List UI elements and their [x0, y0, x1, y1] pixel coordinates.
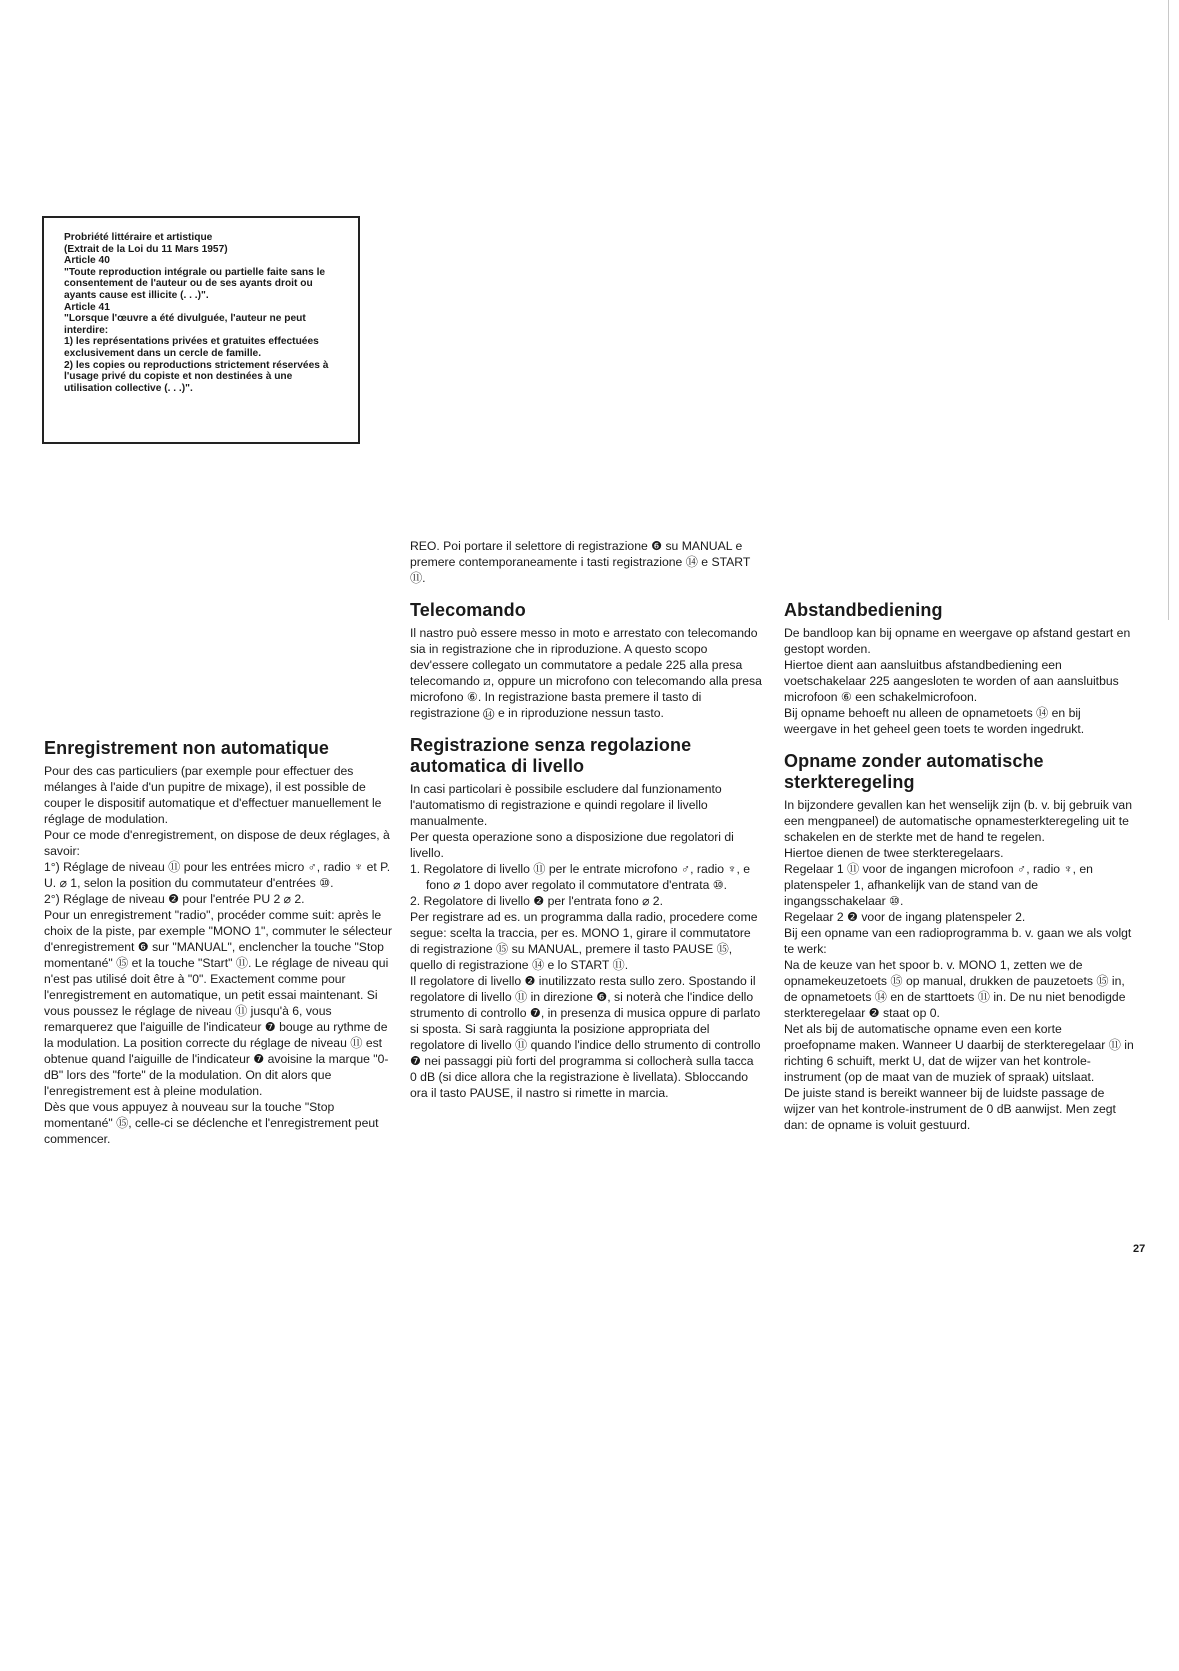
legal-title: Probriété littéraire et artistique	[64, 232, 213, 243]
italian-regulator-list	[410, 861, 762, 909]
article-40-heading: Article 40	[64, 255, 110, 267]
legal-notice-box	[42, 216, 360, 444]
dutch-paragraph: De juiste stand is bereikt wanneer bij de luidste passage de wijzer van het kontrole-instrument de 0 dB aanwijst. Men zegt dan: de opname is voluit gestuurd.	[784, 1086, 1116, 1132]
french-heading: Enregistrement non automatique	[44, 738, 330, 758]
french-column	[44, 738, 394, 1147]
italian-intro: REO. Poi portare il selettore di registrazione ❻ su MANUAL e premere contemporaneamente i tasti registrazione ⑭ e START ⑪.	[410, 539, 751, 585]
telecomando-heading: Telecomando	[410, 600, 526, 620]
french-paragraph: 2°) Réglage de niveau ❷ pour l'entrée PU 2 ⌀ 2.	[44, 892, 305, 906]
article-41-heading: Article 41	[64, 301, 110, 313]
french-paragraph: Pour des cas particuliers (par exemple pour effectuer des mélanges à l'aide d'un pupitre de mixage), il est possible de couper le dispositif automatique et d'effectuer manuellement le réglage de modulation.	[44, 764, 382, 826]
french-paragraph: Pour ce mode d'enregistrement, on dispose de deux réglages, à savoir:	[44, 828, 390, 858]
dutch-paragraph: Bij een opname van een radioprogramma b. v. gaan we als volgt te werk:	[784, 926, 1132, 956]
dutch-paragraph: Net als bij de automatische opname even een korte proefopname maken. Wanneer U daarbij de sterkteregelaar ⑪ in richting 6 schuift, merkt U, dat de wijzer van het kontrole-instrument (op de maat van de muziek of spraak) uitslaat.	[784, 1022, 1134, 1084]
dutch-paragraph: Regelaar 1 ⑪ voor de ingangen microfoon ♂, radio ♆, en platenspeler 1, afhankelijk van de stand van de ingangsschakelaar ⑩.	[784, 862, 1093, 908]
article-41-intro: "Lorsque l'œuvre a été divulguée, l'auteur ne peut interdire:	[64, 313, 306, 336]
list-item: 2. Regolatore di livello ❷ per l'entrata fono ⌀ 2.	[410, 894, 663, 908]
dutch-paragraph: Regelaar 2 ❷ voor de ingang platenspeler 2.	[784, 910, 1026, 924]
abstandbediening-heading: Abstandbediening	[784, 600, 943, 620]
dutch-paragraph: Hiertoe dient aan aansluitbus afstandbediening een voetschakelaar 225 aangesloten te worden of aan aansluitbus microfoon ⑥ een schakelmicrofoon.	[784, 658, 1119, 704]
opname-heading: Opname zonder automatische sterkteregeling	[784, 751, 1044, 792]
page-number: 27	[1133, 1243, 1146, 1255]
italian-column	[410, 538, 762, 1101]
dutch-column	[784, 600, 1134, 1133]
scan-edge-mark	[1168, 0, 1169, 620]
dutch-paragraph: In bijzondere gevallen kan het wenselijk zijn (b. v. bij gebruik van een mengpaneel) de automatische opnamesterkteregeling uit te schakelen en de sterkte met de hand te regelen.	[784, 798, 1132, 844]
dutch-paragraph: Bij opname behoeft nu alleen de opnametoets ⑭ en bij weergave in het geheel geen toets te worden ingedrukt.	[784, 706, 1085, 736]
registrazione-heading: Registrazione senza regolazione automatica di livello	[410, 735, 692, 776]
article-40-text: "Toute reproduction intégrale ou partielle faite sans le consentement de l'auteur ou de ses ayants droit ou ayants cause est illicite (. . .)".	[64, 266, 326, 301]
telecomando-text: Il nastro può essere messo in moto e arrestato con telecomando sia in registrazione che in riproduzione. A questo scopo dev'essere collegato un commutatore a pedale 225 alla presa telecomando ⧄, oppure un microfono con telecomando alla presa microfono ⑥. In registrazione basta premere il tasto di registrazione ⑭ e in riproduzione nessun tasto.	[410, 626, 762, 720]
dutch-paragraph: De bandloop kan bij opname en weergave op afstand gestart en gestopt worden.	[784, 626, 1131, 656]
dutch-paragraph: Hiertoe dienen de twee sterkteregelaars.	[784, 846, 1004, 860]
italian-paragraph: Per registrare ad es. un programma dalla radio, procedere come segue: scelta la traccia, per es. MONO 1, girare il commutatore di registrazione ⑮ su MANUAL, premere il tasto PAUSE ⑮, quello di registrazione ⑭ e lo START ⑪.	[410, 910, 758, 972]
italian-paragraph: Per questa operazione sono a disposizione due regolatori di livello.	[410, 830, 734, 860]
french-paragraph: Dès que vous appuyez à nouveau sur la touche "Stop momentané" ⑮, celle-ci se déclenche et l'enregistrement peut commencer.	[44, 1100, 379, 1146]
article-41-item-2: 2) les copies ou reproductions strictement réservées à l'usage privé du copiste et non destinées à une utilisation collective (. . .)".	[64, 359, 329, 394]
italian-paragraph: Il regolatore di livello ❷ inutilizzato resta sullo zero. Spostando il regolatore di livello ⑪ in direzione ❻, si noterà che l'indice dello strumento di controllo ❼, in presenza di musica oppure di parlato si sposta. Si sarà raggiunta la posizione appropriata del regolatore di livello ⑪ quando l'indice dello strumento di controllo ❼ nei passaggi più forti del programma si collocherà sulla tacca 0 dB (si dice allora che la registrazione è livellata). Sbloccando ora il tasto PAUSE, il nastro si rimette in marcia.	[410, 974, 761, 1100]
list-item: 1. Regolatore di livello ⑪ per le entrate microfono ♂, radio ♆, e fono ⌀ 1 dopo aver regolato il commutatore d'entrata ⑩.	[410, 862, 751, 892]
legal-subtitle: (Extrait de la Loi du 11 Mars 1957)	[64, 243, 228, 255]
article-41-item-1: 1) les représentations privées et gratuites effectuées exclusivement dans un cercle de famille.	[64, 336, 319, 359]
french-paragraph: Pour un enregistrement "radio", procéder comme suit: après le choix de la piste, par exemple "MONO 1", commuter le sélecteur d'enregistrement ❻ sur "MANUAL", enclencher la touche "Stop momentané" ⑮ et la touche "Start" ⑪. Le réglage de niveau qui n'est pas utilisé doit être à "0". Exactement comme pour l'enregistrement en automatique, un petit essai maintenant. Si vous poussez le réglage de niveau ⑪ jusqu'à 6, vous remarquerez que l'aiguille de l'indicateur ❼ bouge au rythme de la modulation. La position correcte du réglage de niveau ⑪ est obtenue quand l'aiguille de l'indicateur ❼ avoisine la marque "0-dB" lors des "forte" de la modulation. On dit alors que l'enregistrement est à pleine modulation.	[44, 908, 393, 1098]
french-paragraph: 1°) Réglage de niveau ⑪ pour les entrées micro ♂, radio ♆ et P. U. ⌀ 1, selon la position du commutateur d'entrées ⑩.	[44, 860, 391, 890]
dutch-paragraph: Na de keuze van het spoor b. v. MONO 1, zetten we de opnamekeuzetoets ⑮ op manual, drukken de pauzetoets ⑮ in, de opnametoets ⑭ en de starttoets ⑪ in. De nu niet benodigde sterkteregelaar ❷ staat op 0.	[784, 958, 1126, 1020]
italian-paragraph: In casi particolari è possibile escludere dal funzionamento l'automatismo di registrazione e quindi regolare il livello manualmente.	[410, 782, 722, 828]
